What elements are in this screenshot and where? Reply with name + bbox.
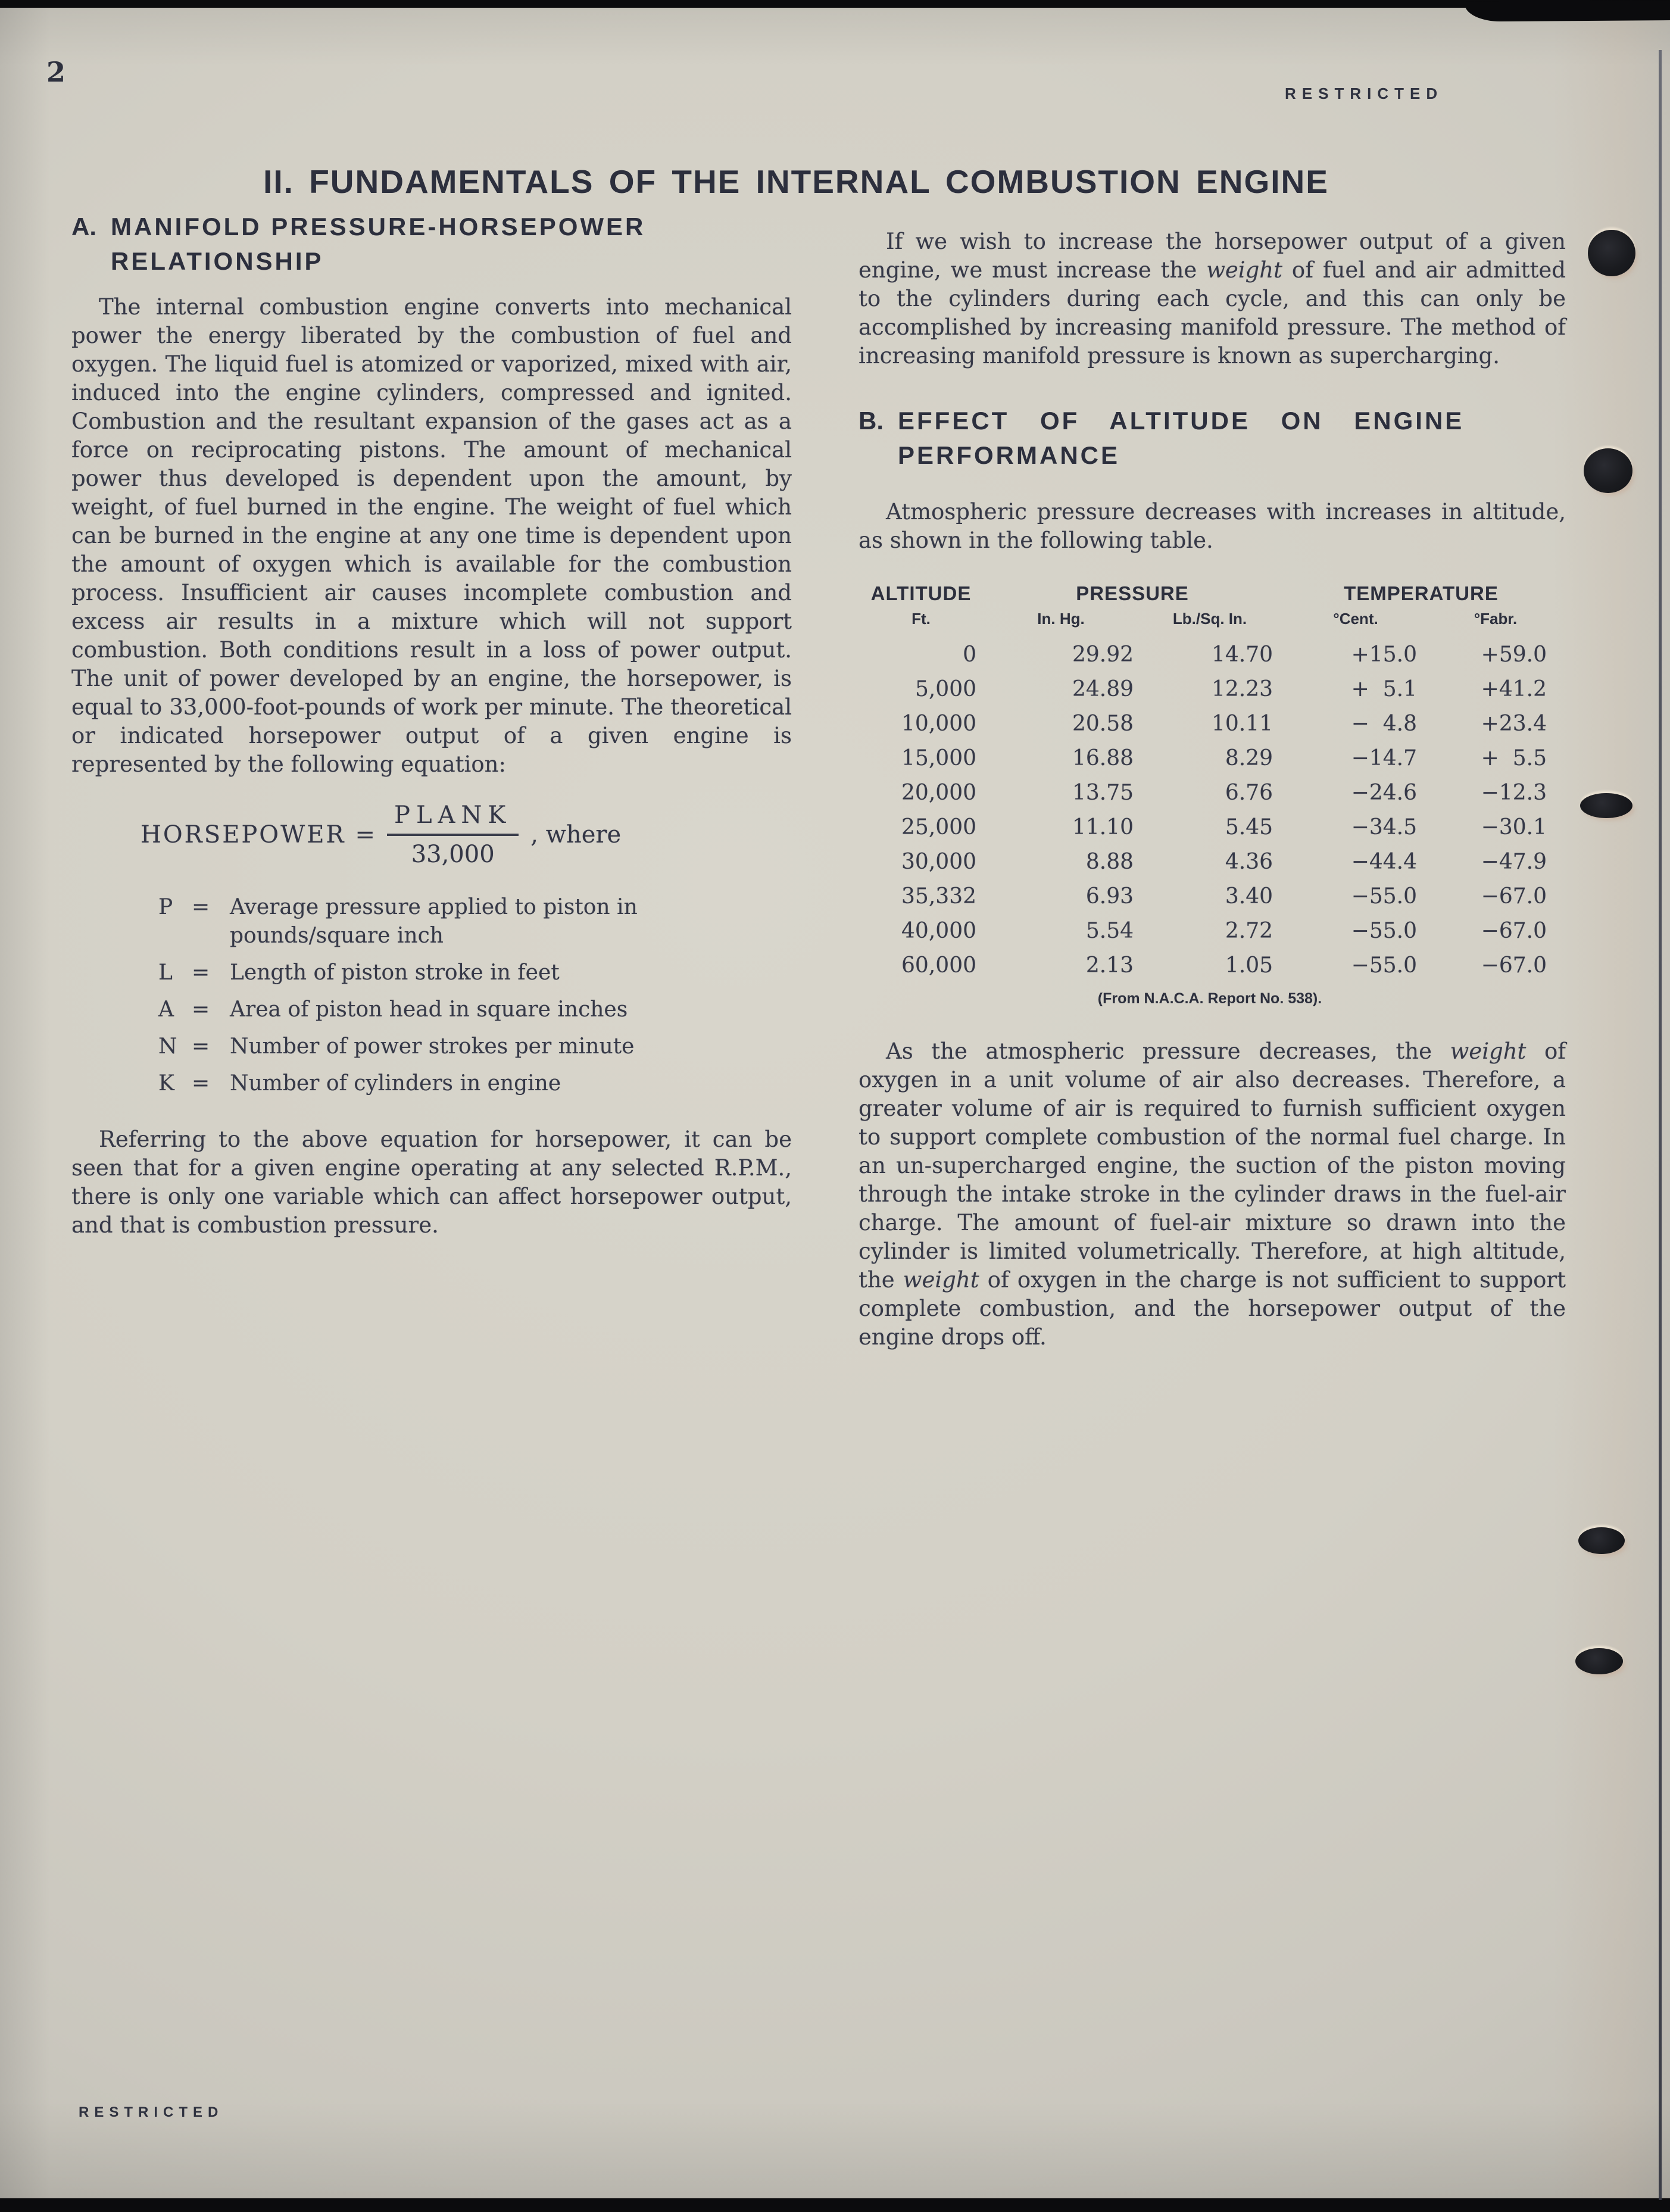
- binder-hole: [1578, 1527, 1625, 1554]
- table-cell: 35,332: [901, 884, 976, 909]
- table-cell: + 5.1: [1351, 677, 1417, 701]
- definition-row: [158, 959, 792, 987]
- definition-symbol: N: [158, 1034, 177, 1059]
- equation-lhs: HORSEPOWER: [141, 821, 346, 848]
- table-cell: 60,000: [901, 953, 976, 978]
- table-row: [859, 914, 1561, 949]
- classification-banner-bottom: RESTRICTED: [79, 2104, 224, 2120]
- table-cell: + 5.5: [1481, 746, 1547, 770]
- table-cell: 20.58: [1072, 712, 1134, 736]
- table-row: [859, 879, 1561, 914]
- table-cell: 5.54: [1085, 919, 1134, 943]
- definition-equals-sign: =: [192, 1071, 210, 1096]
- definition-symbol: K: [158, 1071, 174, 1096]
- table-cell: −34.5: [1351, 815, 1417, 840]
- section-a-heading-line2: RELATIONSHIP: [111, 247, 324, 275]
- page-title: II. FUNDAMENTALS OF THE INTERNAL COMBUSTION ENGINE: [263, 163, 1329, 200]
- definition-equals-sign: =: [192, 895, 210, 919]
- binder-hole: [1588, 230, 1635, 276]
- table-cell: 3.40: [1225, 884, 1273, 909]
- definition-text: Number of cylinders in engine: [230, 1071, 561, 1096]
- table-cell: 4.36: [1225, 850, 1273, 874]
- subheader-in-hg: In. Hg.: [1037, 610, 1085, 628]
- table-cell: −55.0: [1351, 884, 1417, 909]
- table-cell: −24.6: [1351, 781, 1417, 805]
- classification-banner-top: RESTRICTED: [1285, 85, 1444, 102]
- paragraph-combustion-basics: The internal combustion engine converts into mechanical power the energy liberated by the combustion of fuel and oxygen. The liquid fuel is atomized or vaporized, mixed with air, induced into the engine cylinders, compressed and ignited. Combustion and the resultant expansion of the gases act as a force on reciprocating pistons. The amount of mechanical power thus developed is dependent upon the amount, by weight, of fuel burned in the engine. The weight of fuel which can be burned in the engine at any one time is dependent upon the amount of oxygen which is available for the combustion process. Insufficient air causes incomplete combustion and excess air results in a mixture which will not support combustion. Both conditions result in a loss of power output. The unit of power developed by an engine, the horsepower, is equal to 33,000-foot-pounds of work per minute. The theoretical or indicated horsepower output of a given engine is represented by the following equation:: [71, 294, 792, 777]
- subheader-cent: °Cent.: [1333, 610, 1378, 628]
- paragraph-supercharging: If we wish to increase the horsepower output of a given engine, we must increase the weight of fuel and air admitted to the cylinders during each cycle, and this can only be accomplished by increasing manifold pressure. The method of increasing manifold pressure is known as supercharging.: [859, 229, 1566, 369]
- table-cell: −44.4: [1351, 850, 1417, 874]
- table-cell: 11.10: [1072, 815, 1134, 840]
- table-cell: 10,000: [901, 712, 976, 736]
- table-row: [859, 638, 1561, 672]
- table-cell: −55.0: [1351, 919, 1417, 943]
- fraction-numerator: PLANK: [387, 801, 519, 836]
- definition-equals-sign: =: [192, 997, 210, 1022]
- table-row: [859, 845, 1561, 879]
- table-row: [859, 810, 1561, 845]
- table-cell: 6.93: [1085, 884, 1134, 909]
- table-cell: +41.2: [1481, 677, 1547, 701]
- definition-symbol: L: [158, 960, 173, 985]
- subheader-ft: Ft.: [912, 610, 931, 628]
- table-source-caption: (From N.A.C.A. Report No. 538).: [1097, 990, 1322, 1007]
- binder-hole: [1580, 793, 1632, 818]
- photo-top-edge: [0, 0, 1670, 8]
- page-spine-edge: [1659, 50, 1662, 2200]
- table-cell: −14.7: [1351, 746, 1417, 770]
- table-group-header-row: [859, 582, 1561, 605]
- table-cell: −30.1: [1481, 815, 1547, 840]
- definition-row: [158, 996, 792, 1024]
- table-cell: 6.76: [1225, 781, 1273, 805]
- right-column: [859, 227, 1566, 1352]
- column-header-pressure: PRESSURE: [1076, 582, 1189, 604]
- subheader-lb-sq-in: Lb./Sq. In.: [1172, 610, 1247, 628]
- table-cell: 5,000: [914, 677, 976, 701]
- definition-row: [158, 1069, 792, 1098]
- table-cell: 1.05: [1225, 953, 1273, 978]
- definition-text: Area of piston head in square inches: [230, 997, 628, 1022]
- paragraph-atmospheric-pressure: Atmospheric pressure decreases with increases in altitude, as shown in the following table.: [859, 499, 1566, 553]
- column-header-altitude: ALTITUDE: [870, 582, 972, 604]
- equation-fraction: [387, 801, 519, 868]
- table-cell: −67.0: [1481, 884, 1547, 909]
- definition-equals-sign: =: [192, 960, 210, 985]
- definition-symbol: A: [158, 997, 174, 1022]
- table-cell: 8.88: [1085, 850, 1134, 874]
- table-cell: 2.13: [1085, 953, 1134, 978]
- equation-suffix: , where: [530, 821, 622, 848]
- table-cell: − 4.8: [1351, 712, 1417, 736]
- table-cell: 14.70: [1211, 642, 1273, 667]
- definition-text: Number of power strokes per minute: [230, 1034, 635, 1059]
- table-body: [859, 638, 1561, 983]
- variable-definitions: [158, 893, 792, 1098]
- table-cell: 24.89: [1072, 677, 1134, 701]
- altitude-pressure-temperature-table: [859, 582, 1561, 1007]
- table-row: [859, 949, 1561, 983]
- table-subheader-row: [859, 610, 1561, 628]
- section-a-heading: [71, 210, 792, 279]
- paragraph-rpm-variable: Referring to the above equation for horsepower, it can be seen that for a given engine operating at any selected R.P.M., there is only one variable which can affect horsepower output, and that is combustion pressure.: [71, 1127, 792, 1238]
- fraction-denominator: 33,000: [411, 841, 495, 868]
- paragraph-oxygen-weight: As the atmospheric pressure decreases, the weight of oxygen in a unit volume of air also decreases. Therefore, a greater volume of air is required to furnish sufficient oxygen to support complete combustion of the normal fuel charge. In an un-supercharged engine, the suction of the piston moving through the intake stroke in the cylinder draws in the fuel-air charge. The amount of fuel-air mixture so drawn into the cylinder is limited volumetrically. Therefore, at high altitude, the weight of oxygen in the charge is not sufficient to support complete combustion, and the horsepower output of the engine drops off.: [859, 1038, 1566, 1350]
- definition-row: [158, 1032, 792, 1061]
- photo-bottom-edge: [0, 2198, 1670, 2212]
- table-row: [859, 776, 1561, 810]
- table-cell: 0: [963, 642, 976, 667]
- definition-row: [158, 893, 792, 950]
- table-cell: 40,000: [901, 919, 976, 943]
- column-header-temperature: TEMPERATURE: [1344, 582, 1499, 604]
- table-cell: 30,000: [901, 850, 976, 874]
- section-b-heading-line1: EFFECT OF ALTITUDE ON ENGINE: [898, 407, 1465, 435]
- table-cell: 20,000: [901, 781, 976, 805]
- section-a-label: A.: [71, 213, 96, 241]
- section-a-heading-line1: MANIFOLD PRESSURE-HORSEPOWER: [111, 213, 646, 241]
- definition-symbol: P: [158, 895, 173, 919]
- table-cell: 15,000: [901, 746, 976, 770]
- table-cell: +59.0: [1481, 642, 1547, 667]
- table-cell: 8.29: [1225, 746, 1273, 770]
- section-b-label: B.: [859, 407, 884, 435]
- table-cell: −67.0: [1481, 953, 1547, 978]
- table-cell: 12.23: [1211, 677, 1273, 701]
- equation-equals-sign: =: [355, 821, 376, 848]
- definition-equals-sign: =: [192, 1034, 210, 1059]
- left-column: [71, 210, 792, 1240]
- table-cell: 10.11: [1211, 712, 1273, 736]
- table-row: [859, 672, 1561, 707]
- table-cell: 25,000: [901, 815, 976, 840]
- table-cell: 5.45: [1225, 815, 1273, 840]
- definition-text: Length of piston stroke in feet: [230, 960, 560, 985]
- table-cell: −12.3: [1481, 781, 1547, 805]
- page-number: 2: [46, 56, 66, 88]
- binder-hole: [1575, 1648, 1623, 1674]
- page-content: [71, 0, 1566, 2212]
- definition-text: Average pressure applied to piston in pounds/square inch: [230, 895, 638, 948]
- photo-top-right-corner: [1465, 0, 1670, 21]
- horsepower-equation: [141, 801, 792, 868]
- table-row: [859, 741, 1561, 776]
- table-cell: −47.9: [1481, 850, 1547, 874]
- table-row: [859, 707, 1561, 741]
- table-cell: −67.0: [1481, 919, 1547, 943]
- table-cell: −55.0: [1351, 953, 1417, 978]
- table-cell: 13.75: [1072, 781, 1134, 805]
- section-b-heading-line2: PERFORMANCE: [898, 441, 1120, 469]
- table-cell: +23.4: [1481, 712, 1547, 736]
- table-cell: +15.0: [1351, 642, 1417, 667]
- subheader-fahr: °Fabr.: [1474, 610, 1518, 628]
- section-b-heading: [859, 404, 1566, 473]
- table-cell: 16.88: [1072, 746, 1134, 770]
- table-cell: 2.72: [1225, 919, 1273, 943]
- table-cell: 29.92: [1072, 642, 1134, 667]
- binder-hole: [1584, 448, 1632, 493]
